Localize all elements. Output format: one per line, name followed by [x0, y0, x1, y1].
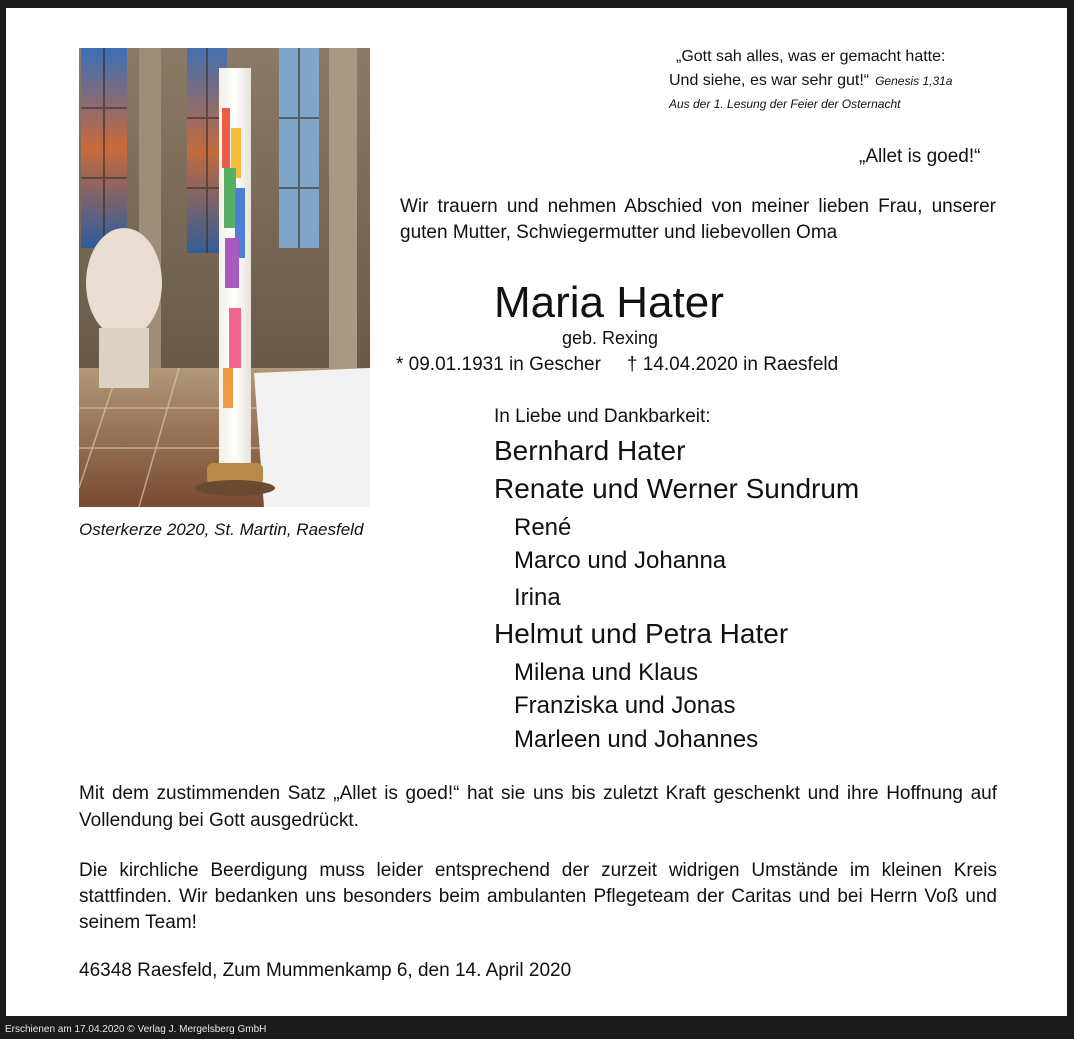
mourner-name: Irina	[514, 584, 561, 611]
birth-date: * 09.01.1931 in Gescher	[396, 354, 601, 375]
motto: „Allet is goed!“	[859, 146, 981, 167]
mourner-name: Helmut und Petra Hater	[494, 618, 789, 649]
easter-candle-photo	[79, 48, 370, 507]
birth-name: geb. Rexing	[562, 328, 659, 348]
death-date: † 14.04.2020 in Raesfeld	[626, 354, 839, 375]
bible-quote-line-1: „Gott sah alles, was er gemacht hatte:	[676, 48, 946, 65]
intro-text: Wir trauern und nehmen Abschied von meiner lieben Frau, unserer guten Mutter, Schwiegermutter und liebevollen Oma	[400, 196, 996, 243]
life-dates	[396, 354, 838, 376]
paragraph-funeral: Die kirchliche Beerdigung muss leider entsprechend der zurzeit widrigen Umstände im kleinen Kreis stattfinden. Wir bedanken uns besonders beim ambulanten Pflegeteam der Caritas und bei Herrn Voß und seinem Team!	[79, 860, 997, 933]
bible-quote-line-2	[669, 72, 952, 90]
publication-footer: Erschienen am 17.04.2020 © Verlag J. Mergelsberg GmbH	[0, 1021, 1074, 1039]
obituary-card	[6, 8, 1067, 1016]
quote-source: Aus der 1. Lesung der Feier der Osternacht	[669, 97, 901, 111]
church-interior-image	[79, 48, 370, 507]
mourners-heading: In Liebe und Dankbarkeit:	[494, 406, 711, 427]
mourner-name: Marleen und Johannes	[514, 726, 759, 753]
address-line: 46348 Raesfeld, Zum Mummenkamp 6, den 14. April 2020	[79, 960, 572, 981]
mourner-name: René	[514, 514, 572, 541]
deceased-name: Maria Hater	[494, 278, 724, 327]
mourner-name: Marco und Johanna	[514, 547, 727, 574]
mourner-name: Bernhard Hater	[494, 435, 686, 466]
mourner-name: Milena und Klaus	[514, 659, 699, 686]
mourner-name: Franziska und Jonas	[514, 692, 736, 719]
bible-reference: Genesis 1,31a	[875, 74, 953, 88]
bible-quote-text: Und siehe, es war sehr gut!“	[669, 72, 870, 89]
paragraph-motto: Mit dem zustimmenden Satz „Allet is goed!“ hat sie uns bis zuletzt Kraft geschenkt und ihre Hoffnung auf Vollendung bei Gott ausgedrückt.	[79, 783, 997, 831]
mourner-name: Renate und Werner Sundrum	[494, 473, 860, 504]
photo-caption: Osterkerze 2020, St. Martin, Raesfeld	[79, 520, 364, 539]
